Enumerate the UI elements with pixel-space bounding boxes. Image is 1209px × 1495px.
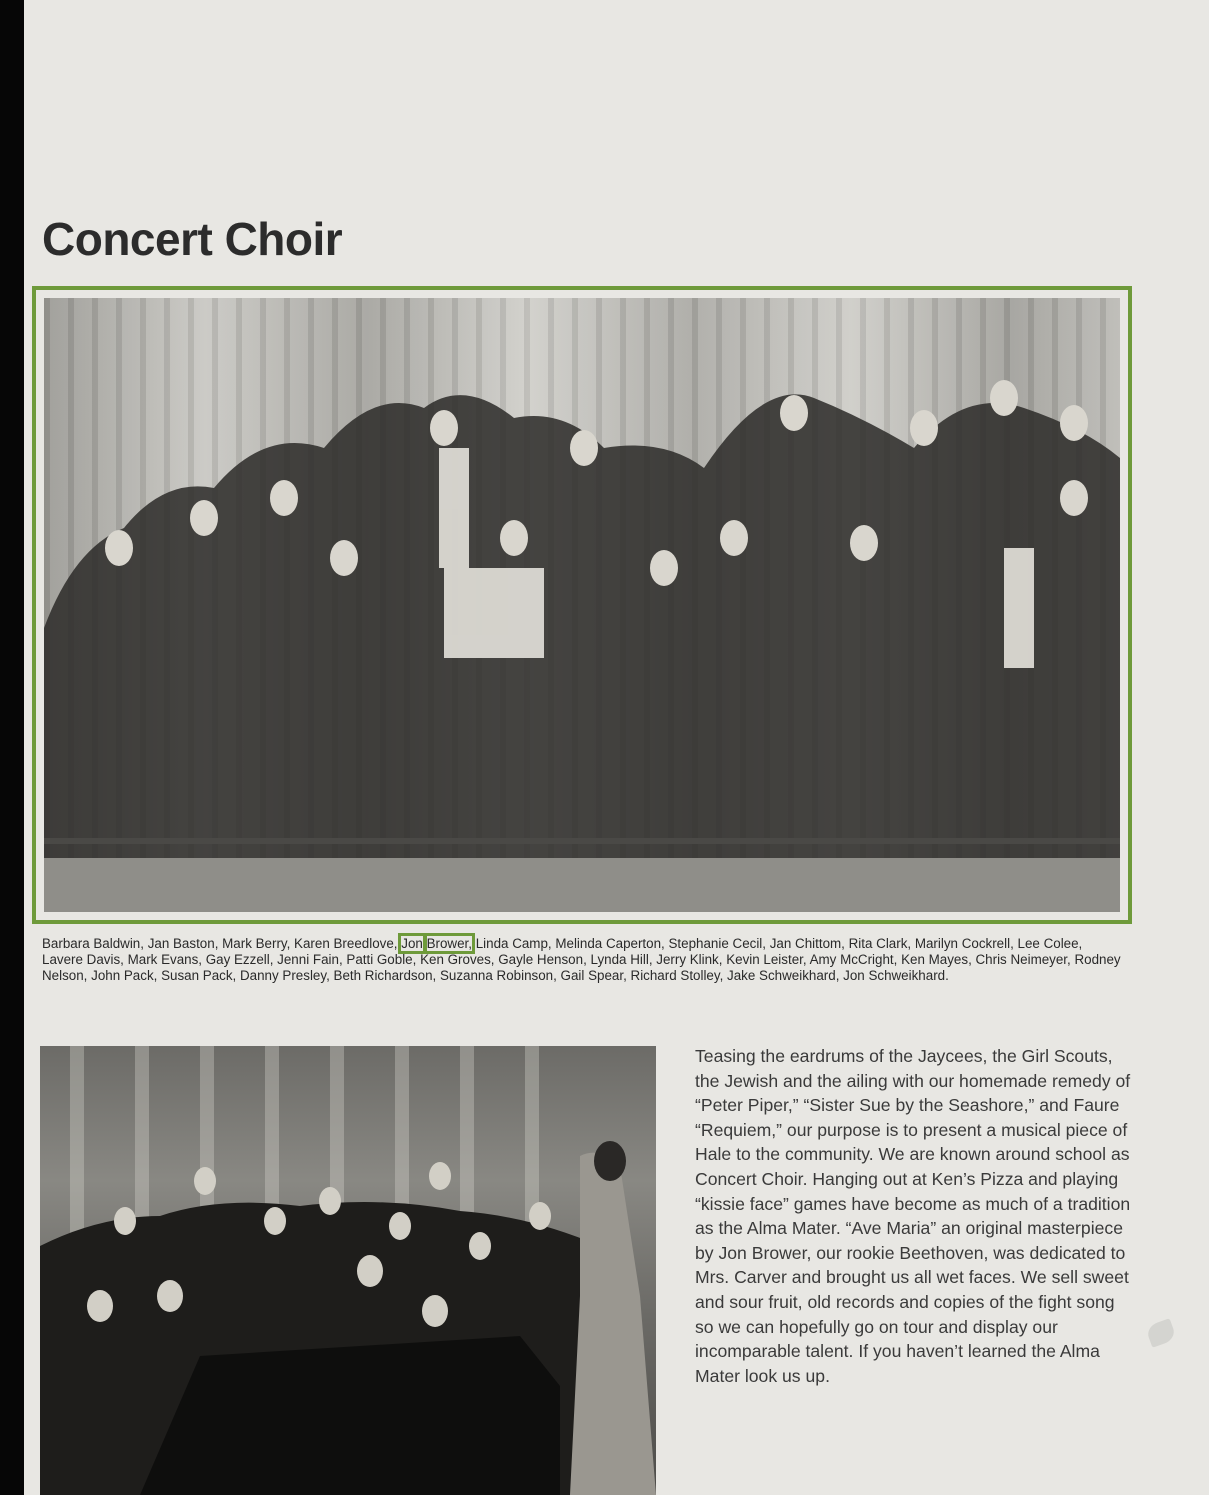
choir-description: Teasing the eardrums of the Jaycees, the Girl Scouts, the Jewish and the ailing with our homemade remedy of “Peter Piper,” “Sister Sue by the Seashore,” and Faure “Requiem,” our purpose is to present a musical piece of Hale to the community. We are known around school as Concert Choir. Hanging out at Ken’s Pizza and playing “kissie face” games have become as much of a tradition as the Alma Mater. “Ave Maria” an original masterpiece by Jon Brower, our rookie Beethoven, was dedicated to Mrs. Carver and brought us all wet faces. We sell sweet and sour fruit, old records and copies of the fight song so we can hopefully go on tour and display our incomparable talent. If you haven’t learned the Alma Mater look us up. bbox=[695, 1046, 1131, 1386]
choir-photo-highlight[interactable] bbox=[32, 286, 1132, 924]
performance-scene bbox=[40, 1046, 656, 1495]
choir-member-names bbox=[42, 936, 1122, 984]
highlighted-last-name[interactable]: Brower, bbox=[426, 936, 472, 951]
choir-members-silhouette bbox=[44, 298, 1120, 912]
leaf-watermark-icon bbox=[1145, 1318, 1177, 1348]
choir-group-photo bbox=[44, 298, 1120, 912]
caption-names-rest: Linda Camp, Melinda Caperton, Stephanie Cecil, Jan Chittom, Rita Clark, Marilyn Cockrell, Lee Colee, Lavere Davis, Mark Evans, Gay Ezzell, Jenni Fain, Patti Goble, Ken Groves, Gayle Henson, Lynda Hill, Jerry Klink, Kevin Leister, Amy McCright, Ken Mayes, Chris Neimeyer, Rodney Nelson, John Pack, Susan Pack, Danny Presley, Beth Richardson, Suzanna Robinson, Gail Spear, Richard Stolley, Jake Schweikhard, Jon Schweikhard. bbox=[42, 936, 1121, 983]
binding-edge bbox=[0, 0, 24, 1495]
caption-names-start: Barbara Baldwin, Jan Baston, Mark Berry, Karen Breedlove, bbox=[42, 936, 402, 951]
highlighted-first-name[interactable]: Jon bbox=[401, 936, 423, 951]
page-title: Concert Choir bbox=[42, 213, 343, 265]
choir-performance-photo bbox=[40, 1046, 656, 1495]
